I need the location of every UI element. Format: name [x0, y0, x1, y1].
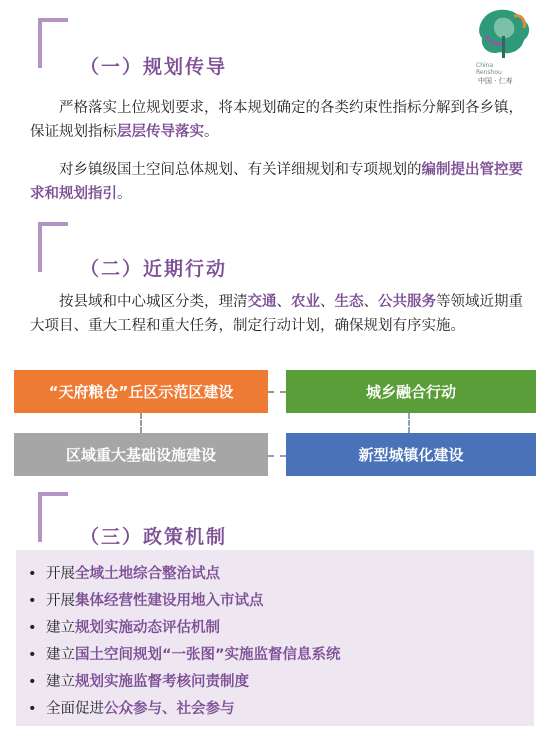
action-box-infrastructure: 区域重大基础设施建设 — [14, 433, 268, 476]
action-box-urban-rural: 城乡融合行动 — [286, 370, 536, 413]
policy-item: • 建立规划实施监督考核问责制度 — [28, 674, 249, 690]
logo-chinese-text: 中国 · 仁寿 — [478, 77, 513, 85]
section3-bracket — [38, 492, 68, 528]
section1-bracket — [38, 18, 68, 54]
section2-paragraph: 按县域和中心城区分类，理清交通、农业、生态、公共服务等领域近期重大项目、重大工程和重大任务，制定行动计划，确保规划有序实施。 — [30, 294, 523, 334]
connector-right — [408, 413, 410, 433]
connector-bottom — [268, 455, 286, 457]
policy-item: • 建立国土空间规划“一张图”实施监督信息系统 — [28, 647, 341, 663]
connector-left — [140, 413, 142, 433]
policy-item: • 建立规划实施动态评估机制 — [28, 620, 220, 636]
section1-paragraph2: 对乡镇级国土空间总体规划、有关详细规划和专项规划的编制提出管控要求和规划指引。 — [30, 162, 523, 202]
section2-title: （二）近期行动 — [80, 258, 228, 280]
section2-bracket — [38, 222, 68, 258]
action-box-urbanization: 新型城镇化建设 — [286, 433, 536, 476]
logo-english-text: China Renshou — [476, 62, 502, 76]
policy-item: • 开展全域土地综合整治试点 — [28, 566, 220, 582]
section1-title: （一）规划传导 — [80, 56, 228, 78]
section1-paragraph1: 严格落实上位规划要求，将本规划确定的各类约束性指标分解到各乡镇，保证规划指标层层传导落实。 — [30, 100, 523, 140]
section3-title: （三）政策机制 — [80, 526, 228, 548]
connector-top — [268, 391, 286, 393]
policy-item: • 开展集体经营性建设用地入市试点 — [28, 593, 264, 609]
action-box-granary: “天府粮仓”丘区示范区建设 — [14, 370, 268, 413]
policy-item: • 全面促进公众参与、社会参与 — [28, 701, 235, 717]
